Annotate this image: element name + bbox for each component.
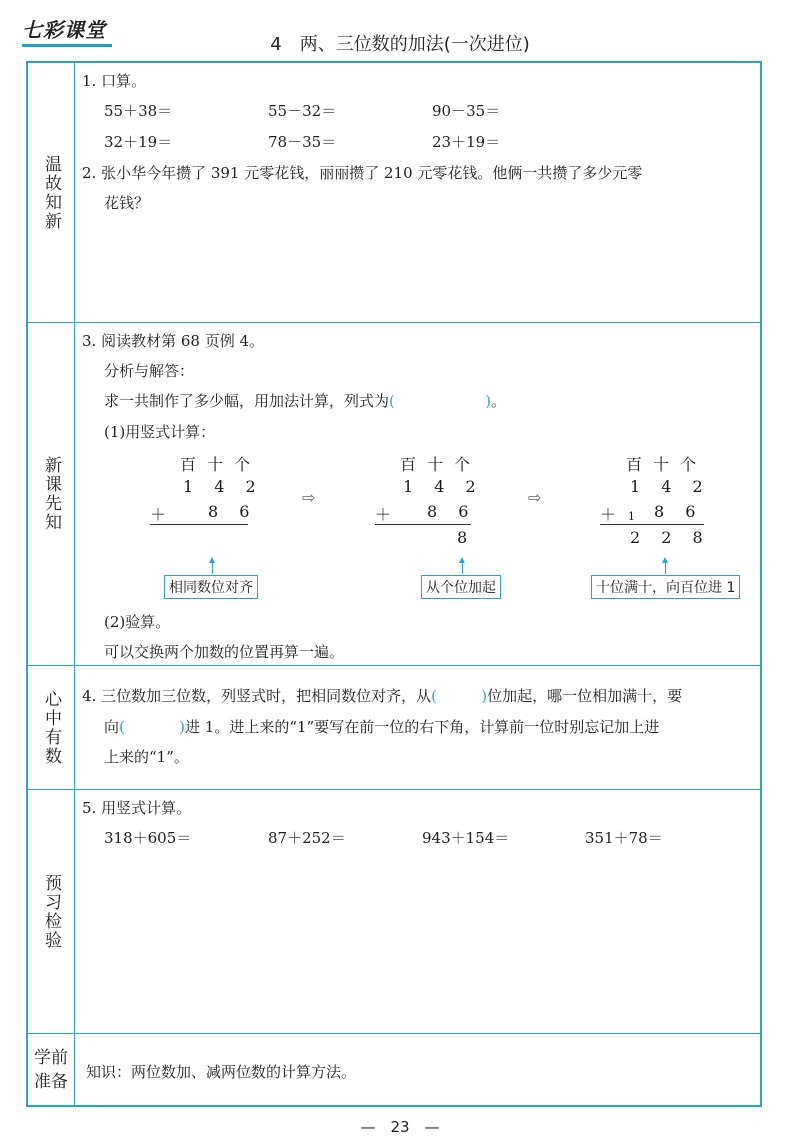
place-labels: 百 十 个 [180,455,254,474]
q1-item: 90－35＝ [432,102,501,120]
section-label-text: 心中有数 [41,689,61,766]
up-arrow-icon [462,562,463,574]
q4-text: 4. 三位数加三位数，列竖式时，把相同数位对齐，从 [82,687,432,705]
section-label-text: 温故知新 [41,154,61,231]
sum-line [150,524,248,525]
column-divider [74,63,75,1105]
q3-prompt-end: 。 [491,392,507,410]
up-arrow-icon [665,562,666,574]
answer-blank[interactable] [389,392,491,410]
place-labels: 百 十 个 [400,455,474,474]
q5-item: 87＋252＝ [268,829,346,847]
addend-2: 8 6 [427,502,477,521]
page-title: 4 两、三位数的加法(一次进位) [270,34,530,55]
addend-1: 1 4 2 [403,477,484,496]
section-label-prep [28,1034,74,1105]
q4-text: 进 1。进上来的“1”要写在前一位的右下角，计算前一位时别忘记加上进 [185,718,660,736]
q1-heading: 1. 口算。 [82,72,147,90]
section-label-preview-check [28,790,74,1033]
tip-align-digits: 相同数位对齐 [164,575,258,599]
q1-item: 23＋19＝ [432,133,501,151]
carry-digit: 1 [628,510,635,523]
q3-prompt-text: 求一共制作了多少幅，用加法计算，列式为 [104,392,390,410]
prep-text: 知识：两位数加、减两位数的计算方法。 [86,1063,357,1081]
section-label-text: 预习检验 [41,873,61,950]
q1-item: 32＋19＝ [104,133,173,151]
arrow-right-icon: ⇨ [528,488,542,507]
section-divider [28,322,760,323]
section-divider [28,789,760,790]
q1-item: 78－35＝ [268,133,337,151]
q5-item: 318＋605＝ [104,829,192,847]
sum-line [600,524,704,525]
q1-item: 55－32＝ [268,102,337,120]
q4-text: 位加起，哪一位相加满十，要 [487,687,683,705]
q2-text-line2: 花钱？ [104,194,150,212]
section-label-text: 学前准备 [34,1047,68,1092]
brand-text: 七彩课堂 [22,18,106,42]
q4-line1 [82,685,682,706]
addend-1: 1 4 2 [630,477,711,496]
sum-line [375,524,471,525]
addend-1: 1 4 2 [183,477,264,496]
q5-heading: 5. 用竖式计算。 [82,799,192,817]
q3-heading: 3. 阅读教材第 68 页例 4。 [82,332,265,350]
section-label-text: 新课先知 [41,456,61,532]
section-divider [28,1033,760,1034]
q4-line2 [104,716,659,737]
addend-2: 8 6 [654,502,704,521]
up-arrow-icon [212,562,213,574]
addend-2: 8 6 [208,502,258,521]
plus-sign: ＋ [375,505,392,524]
page-number: — 23 — [360,1118,440,1136]
tip-start-ones: 从个位加起 [421,575,501,599]
q3-step1: (1)用竖式计算： [104,423,216,441]
q1-item: 55＋38＝ [104,102,173,120]
tip-carry-tens: 十位满十，向百位进 1 [591,575,740,599]
answer-blank[interactable] [431,687,487,705]
section-label-review [28,63,74,322]
q4-line3: 上来的“1”。 [104,748,189,766]
q5-item: 943＋154＝ [422,829,510,847]
answer-blank[interactable] [119,718,185,736]
plus-sign: ＋ [150,505,167,524]
q2-text-line1: 2. 张小华今年攒了 391 元零花钱，丽丽攒了 210 元零花钱。他俩一共攒了多少元零 [82,164,643,182]
partial-result: 8 [457,528,468,547]
arrow-right-icon: ⇨ [302,488,316,507]
q3-step2: (2)验算。 [104,613,171,631]
section-divider [28,665,760,666]
section-label-new-lesson [28,323,74,665]
full-result: 2 2 8 [630,528,711,547]
plus-sign: ＋ [600,505,617,524]
q4-text: 向 [104,718,120,736]
section-label-in-mind [28,666,74,789]
q3-prompt [104,390,506,411]
q5-item: 351＋78＝ [585,829,663,847]
q3-analysis: 分析与解答： [104,362,195,380]
q3-check-text: 可以交换两个加数的位置再算一遍。 [104,643,345,661]
place-labels: 百 十 个 [626,455,700,474]
